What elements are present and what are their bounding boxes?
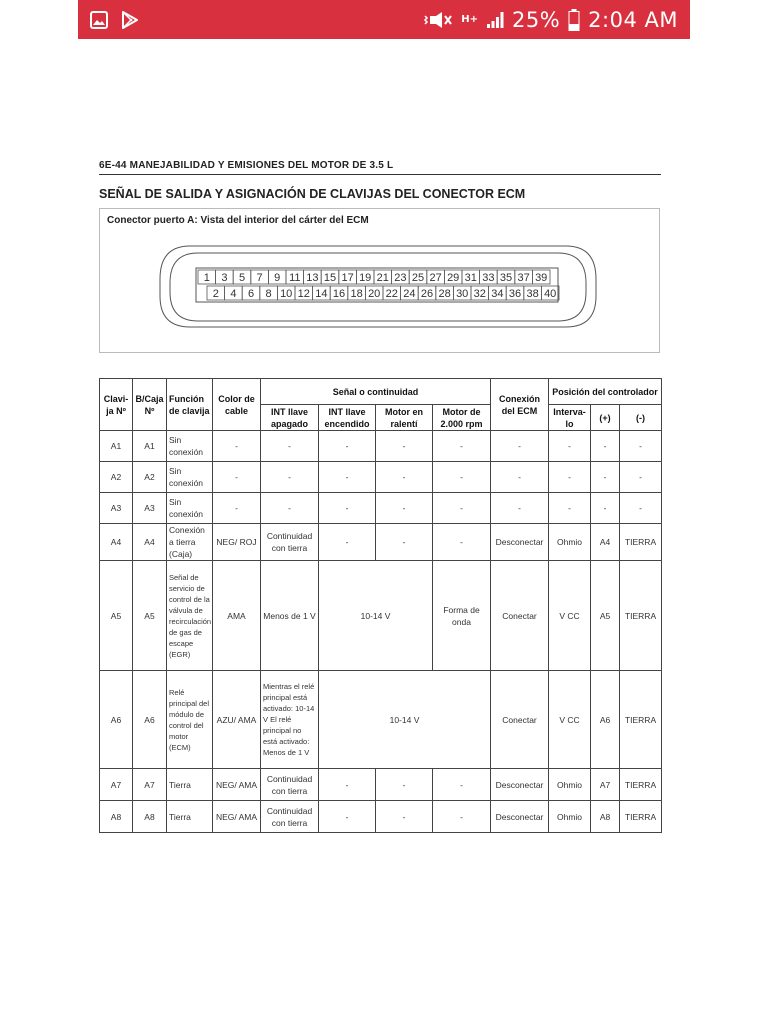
cell-idle: -: [376, 493, 433, 524]
odd-pin-label-13: 13: [306, 272, 319, 284]
even-pin-label-30: 30: [456, 288, 469, 300]
header-bcaja: B/Caja Nº: [133, 379, 167, 431]
gallery-icon: [90, 11, 108, 29]
cell-rpm: -: [433, 462, 491, 493]
odd-pin-label-35: 35: [499, 272, 513, 284]
table-row: [100, 769, 662, 801]
cell-color: AMA: [213, 561, 261, 671]
odd-pin-label-23: 23: [394, 272, 407, 284]
cell-color: NEG/ AMA: [213, 769, 261, 801]
odd-pin-label-9: 9: [274, 272, 281, 284]
odd-pin-label-19: 19: [359, 272, 372, 284]
cell-plus: -: [591, 462, 620, 493]
cell-on: -: [319, 462, 376, 493]
odd-pin-label-29: 29: [447, 272, 460, 284]
cell-minus: TIERRA: [620, 801, 662, 833]
header-conexion: Conexión del ECM: [491, 379, 549, 431]
connector-drawing: [100, 209, 661, 354]
table-row: [100, 524, 662, 561]
cell-off: Menos de 1 V: [261, 561, 319, 671]
cell-rpm: Forma de onda: [433, 561, 491, 671]
cell-rpm: -: [433, 493, 491, 524]
cell-function: Tierra: [167, 769, 213, 801]
cell-function: Relé principal del módulo de control del motor (ECM): [167, 671, 213, 769]
cell-idle: -: [376, 462, 433, 493]
cell-on: -: [319, 801, 376, 833]
even-pin-label-10: 10: [280, 288, 293, 300]
cell-color: -: [213, 462, 261, 493]
cell-off: Continuidad con tierra: [261, 801, 319, 833]
odd-pin-row: [198, 270, 550, 284]
cell-color: AZU/ AMA: [213, 671, 261, 769]
cell-minus: TIERRA: [620, 524, 662, 561]
cell-function: Tierra: [167, 801, 213, 833]
cell-minus: TIERRA: [620, 561, 662, 671]
connector-diagram: [99, 208, 660, 353]
cell-connection: Desconectar: [491, 769, 549, 801]
cell-connection: Conectar: [491, 561, 549, 671]
even-pin-row: [207, 286, 559, 300]
table-row: [100, 561, 662, 671]
cell-pin: A2: [100, 462, 133, 493]
even-pin-label-22: 22: [385, 288, 398, 300]
cell-connection: Desconectar: [491, 524, 549, 561]
odd-pin-label-3: 3: [221, 272, 228, 284]
cell-minus: TIERRA: [620, 769, 662, 801]
even-pin-label-2: 2: [212, 288, 219, 300]
cell-color: NEG/ AMA: [213, 801, 261, 833]
header-plus: (+): [591, 405, 620, 431]
cell-pin: A7: [100, 769, 133, 801]
odd-pin-label-39: 39: [535, 272, 548, 284]
vibrate-mute-icon: [423, 10, 453, 30]
network-type-label: H+: [461, 13, 478, 25]
status-bar-right: [423, 8, 678, 32]
battery-percentage: 25%: [511, 7, 561, 32]
header-motor-2000: Motor de 2.000 rpm: [433, 405, 491, 431]
even-pin-label-24: 24: [403, 288, 416, 300]
cell-off: Continuidad con tierra: [261, 769, 319, 801]
odd-pin-label-33: 33: [482, 272, 495, 284]
cell-connection: -: [491, 431, 549, 462]
cell-off: Mientras el relé principal está activado: 10-14 V El relé principal no está activado: Menos de 1 V: [261, 671, 319, 769]
cell-on: -: [319, 493, 376, 524]
cell-minus: TIERRA: [620, 671, 662, 769]
even-pin-label-40: 40: [544, 288, 557, 300]
odd-pin-label-31: 31: [464, 272, 477, 284]
cell-color: NEG/ ROJ: [213, 524, 261, 561]
even-pin-label-32: 32: [473, 288, 486, 300]
cell-pin: A5: [100, 561, 133, 671]
cell-plus: A5: [591, 561, 620, 671]
header-posicion: Posición del controlador: [549, 379, 662, 405]
header-color: Color de cable: [213, 379, 261, 431]
even-pin-label-14: 14: [315, 288, 328, 300]
clock: 2:04 AM: [588, 7, 678, 32]
signal-icon: [486, 11, 504, 29]
cell-minus: -: [620, 431, 662, 462]
cell-off: -: [261, 462, 319, 493]
header-int-encendido: INT llave encendido: [319, 405, 376, 431]
cell-idle: -: [376, 431, 433, 462]
cell-off: -: [261, 493, 319, 524]
battery-icon: [568, 9, 580, 31]
even-pin-label-12: 12: [297, 288, 310, 300]
cell-connection: -: [491, 462, 549, 493]
cell-plus: A6: [591, 671, 620, 769]
header-senal: Señal o continuidad: [261, 379, 491, 405]
table-row: [100, 462, 662, 493]
header-clavija: Clavi-ja Nº: [100, 379, 133, 431]
play-store-icon: [120, 10, 140, 30]
cell-rpm: -: [433, 769, 491, 801]
header-intervalo: Interva-lo: [549, 405, 591, 431]
cell-box: A3: [133, 493, 167, 524]
cell-function: Sin conexión: [167, 493, 213, 524]
cell-idle: -: [376, 524, 433, 561]
even-pin-label-16: 16: [332, 288, 346, 300]
cell-plus: -: [591, 431, 620, 462]
cell-box: A5: [133, 561, 167, 671]
cell-minus: -: [620, 462, 662, 493]
odd-pin-label-27: 27: [429, 272, 442, 284]
even-pin-label-20: 20: [368, 288, 381, 300]
cell-on: -: [319, 431, 376, 462]
cell-plus: A4: [591, 524, 620, 561]
cell-range: Ohmio: [549, 801, 591, 833]
cell-connection: -: [491, 493, 549, 524]
even-pin-label-26: 26: [420, 288, 434, 300]
odd-pin-label-11: 11: [289, 272, 301, 284]
cell-function: Sin conexión: [167, 462, 213, 493]
header-motor-ralenti: Motor en ralentí: [376, 405, 433, 431]
cell-box: A8: [133, 801, 167, 833]
odd-pin-label-25: 25: [411, 272, 425, 284]
cell-on: -: [319, 524, 376, 561]
cell-range: Ohmio: [549, 524, 591, 561]
cell-range: Ohmio: [549, 769, 591, 801]
cell-pin: A6: [100, 671, 133, 769]
header-minus: (-): [620, 405, 662, 431]
cell-range: -: [549, 493, 591, 524]
cell-box: A1: [133, 431, 167, 462]
cell-function: Señal de servicio de control de la válvula de recirculación de gas de escape (EGR): [167, 561, 213, 671]
cell-off: Continuidad con tierra: [261, 524, 319, 561]
table-row: [100, 431, 662, 462]
even-pin-label-18: 18: [350, 288, 363, 300]
cell-plus: A8: [591, 801, 620, 833]
cell-box: A6: [133, 671, 167, 769]
cell-range: -: [549, 462, 591, 493]
table-row: [100, 801, 662, 833]
even-pin-label-38: 38: [526, 288, 539, 300]
cell-rpm: -: [433, 431, 491, 462]
table-row: [100, 671, 662, 769]
connector-outer-housing: [160, 246, 596, 327]
odd-pin-label-15: 15: [323, 272, 337, 284]
cell-on-rpm: 10-14 V: [319, 671, 491, 769]
cell-box: A2: [133, 462, 167, 493]
even-pin-label-6: 6: [247, 288, 255, 300]
connector-caption: Conector puerto A: Vista del interior del cárter del ECM: [107, 215, 369, 226]
cell-pin: A3: [100, 493, 133, 524]
document-page: [99, 160, 661, 353]
cell-function: Conexión a tierra (Caja): [167, 524, 213, 561]
cell-pin: A8: [100, 801, 133, 833]
cell-on-idle: 10-14 V: [319, 561, 433, 671]
document-header: 6E-44 MANEJABILIDAD Y EMISIONES DEL MOTOR DE 3.5 L: [99, 160, 661, 175]
cell-idle: -: [376, 769, 433, 801]
even-pin-label-4: 4: [230, 288, 237, 300]
cell-color: -: [213, 493, 261, 524]
cell-range: -: [549, 431, 591, 462]
cell-plus: A7: [591, 769, 620, 801]
status-bar: [78, 0, 690, 39]
cell-pin: A1: [100, 431, 133, 462]
even-pin-label-28: 28: [438, 288, 451, 300]
even-pin-label-34: 34: [491, 288, 504, 300]
cell-rpm: -: [433, 801, 491, 833]
cell-rpm: -: [433, 524, 491, 561]
cell-off: -: [261, 431, 319, 462]
cell-pin: A4: [100, 524, 133, 561]
odd-pin-label-5: 5: [238, 272, 246, 284]
odd-pin-label-7: 7: [256, 272, 263, 284]
cell-on: -: [319, 769, 376, 801]
document-title: SEÑAL DE SALIDA Y ASIGNACIÓN DE CLAVIJAS DEL CONECTOR ECM: [99, 187, 526, 201]
cell-plus: -: [591, 493, 620, 524]
odd-pin-label-21: 21: [376, 272, 389, 284]
cell-box: A4: [133, 524, 167, 561]
odd-pin-label-17: 17: [341, 272, 354, 284]
status-bar-left: [90, 10, 140, 30]
table-row: [100, 493, 662, 524]
cell-color: -: [213, 431, 261, 462]
cell-connection: Desconectar: [491, 801, 549, 833]
cell-box: A7: [133, 769, 167, 801]
cell-function: Sin conexión: [167, 431, 213, 462]
even-pin-label-8: 8: [265, 288, 272, 300]
cell-idle: -: [376, 801, 433, 833]
cell-range: V CC: [549, 561, 591, 671]
cell-connection: Conectar: [491, 671, 549, 769]
odd-pin-label-37: 37: [517, 272, 530, 284]
cell-minus: -: [620, 493, 662, 524]
header-funcion: Función de clavija: [167, 379, 213, 431]
pin-assignment-table: [99, 378, 662, 833]
odd-pin-label-1: 1: [203, 272, 210, 284]
header-int-apagado: INT llave apagado: [261, 405, 319, 431]
cell-range: V CC: [549, 671, 591, 769]
even-pin-label-36: 36: [508, 288, 522, 300]
